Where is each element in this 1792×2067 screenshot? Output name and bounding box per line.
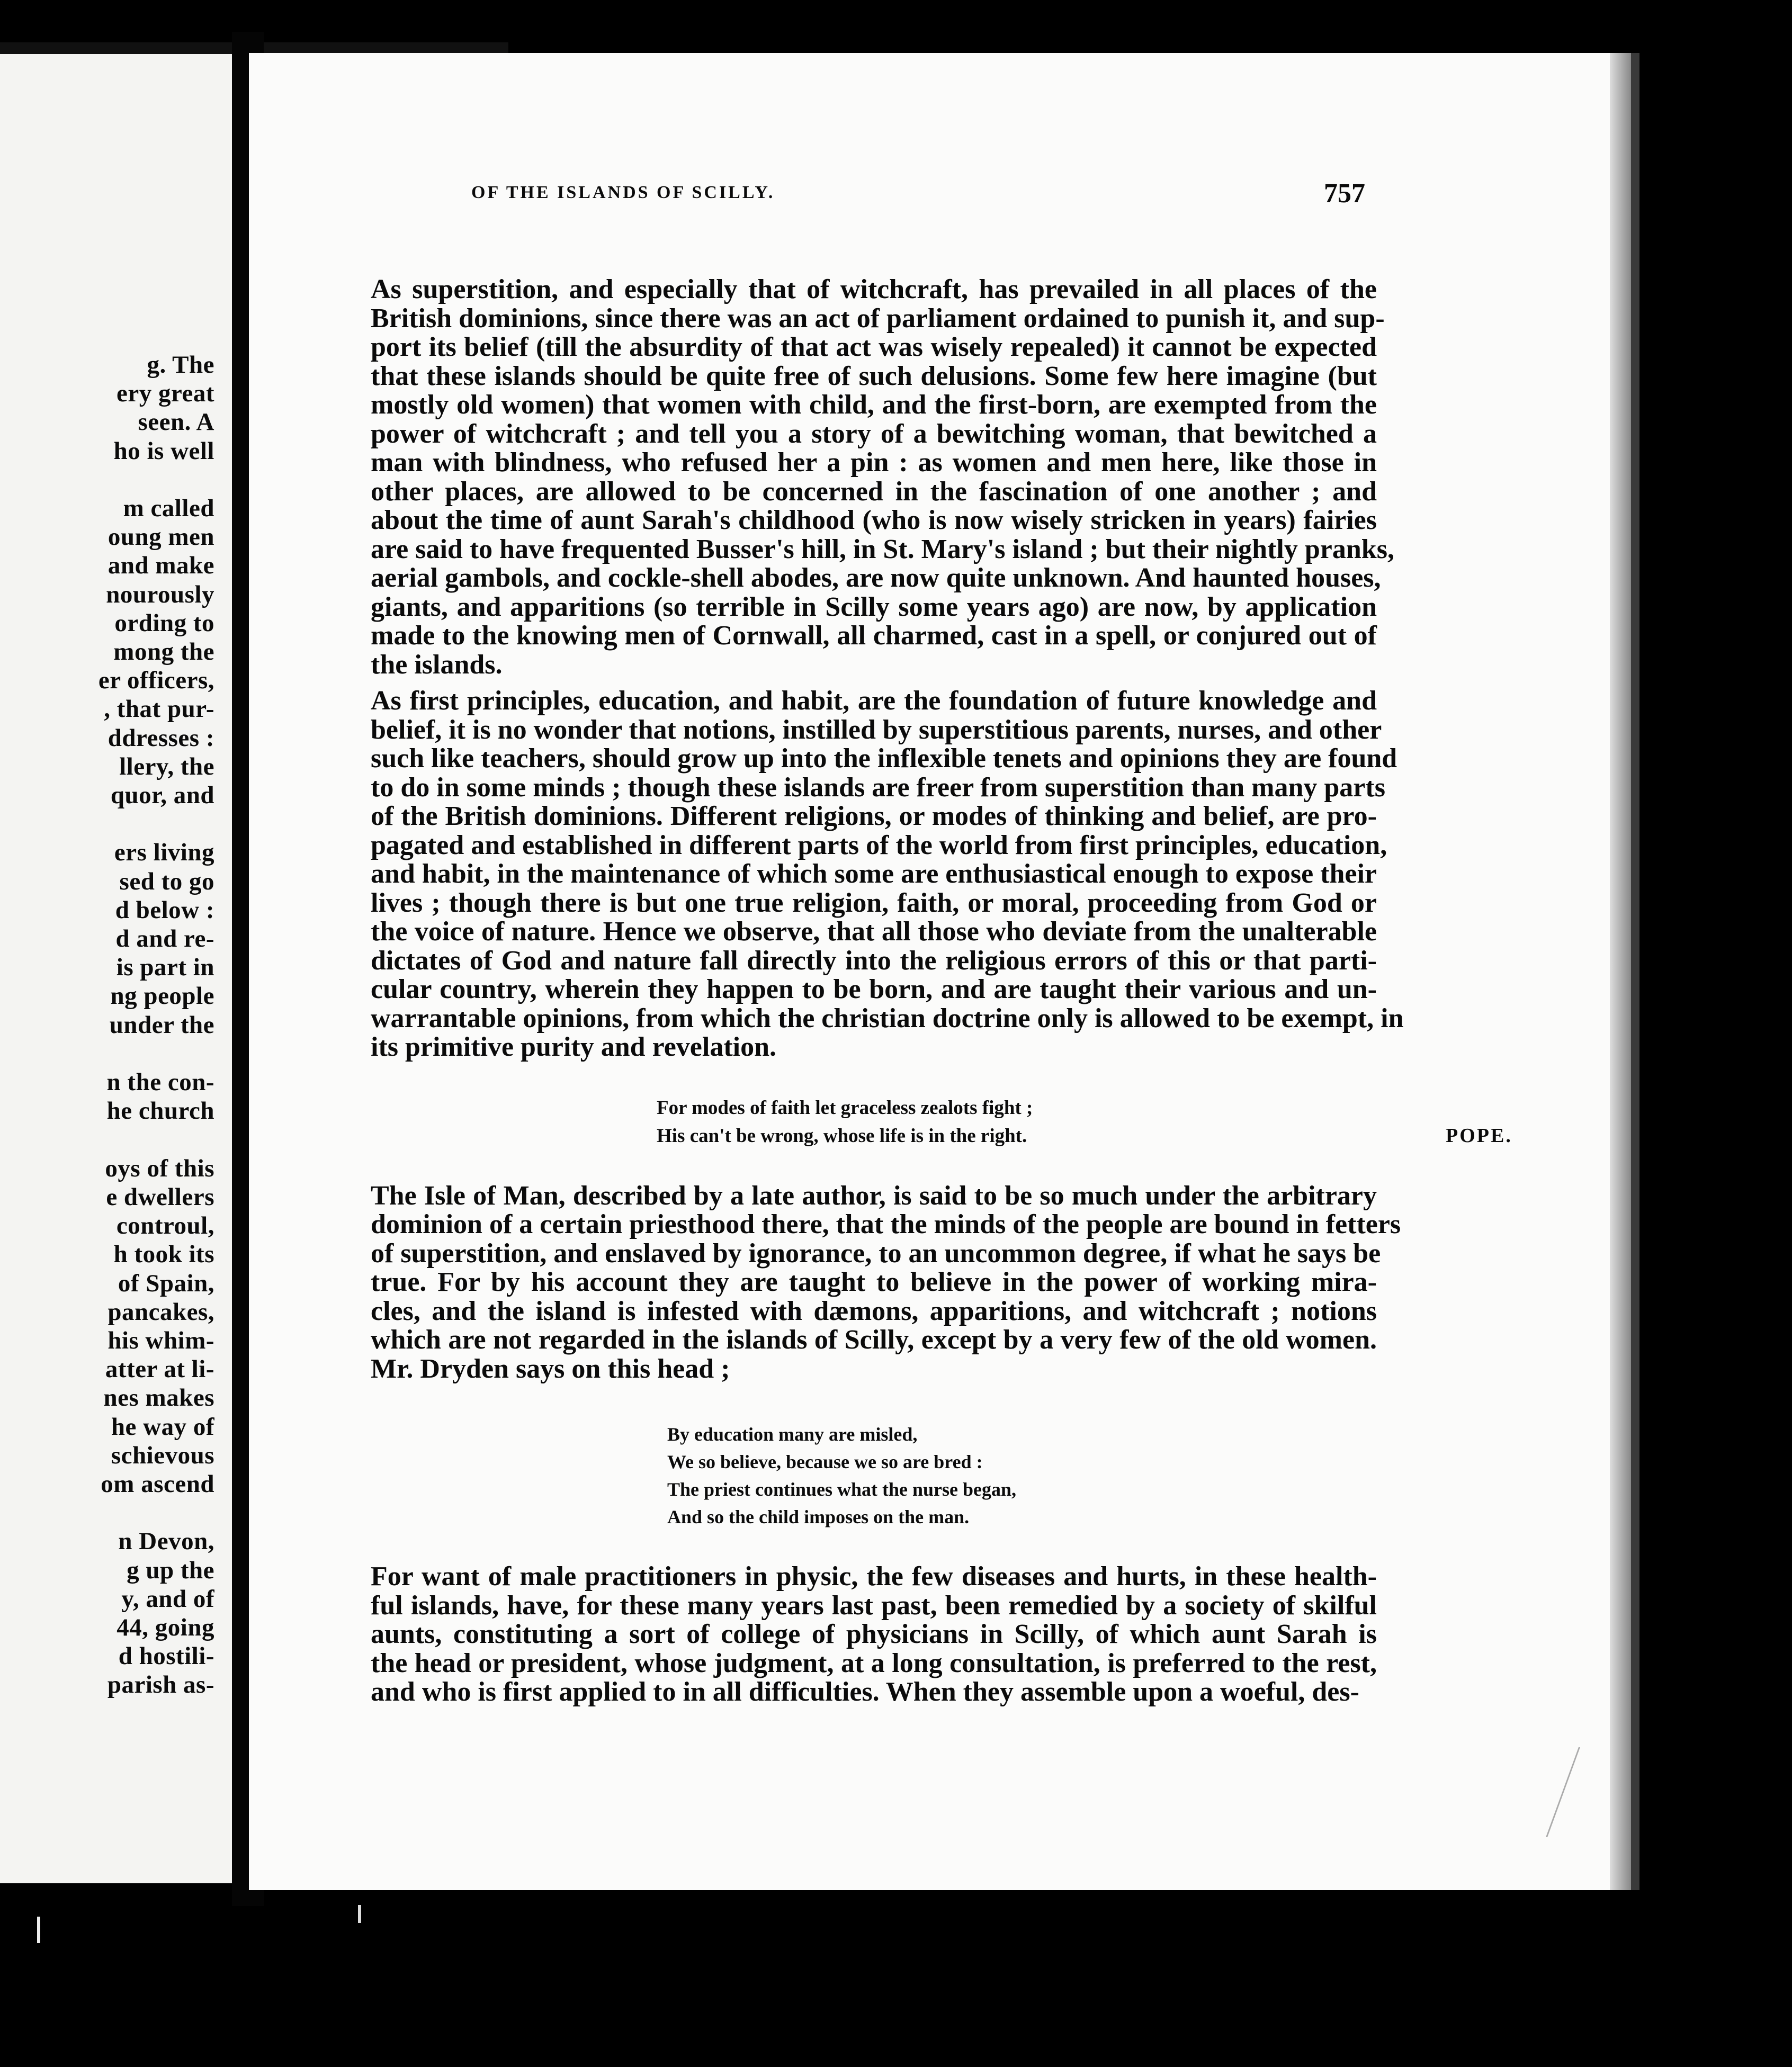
text-line: its primitive purity and revelation. xyxy=(371,1032,777,1062)
running-title: OF THE ISLANDS OF SCILLY. xyxy=(471,183,775,202)
left-page-line: schievous xyxy=(111,1441,214,1469)
text-line: As superstition, and especially that of witchcraft, has prevailed in all places of the xyxy=(371,274,1377,304)
left-page-line: om ascend xyxy=(101,1470,214,1498)
left-page-line: d below : xyxy=(115,896,214,924)
left-page-line: under the xyxy=(109,1011,214,1039)
text-line: such like teachers, should grow up into the inflexible tenets and opinions they are found xyxy=(371,743,1397,774)
left-page-line: ery great xyxy=(117,380,214,408)
left-page-line: , that pur- xyxy=(104,695,214,723)
pope-line-1: For modes of faith let graceless zealots fight ; xyxy=(657,1097,1033,1119)
left-page-line: d and re- xyxy=(115,925,214,953)
text-line: port its belief (till the absurdity of that act was wisely repealed) it cannot be expected xyxy=(371,332,1377,362)
left-page-line: llery, the xyxy=(119,752,214,780)
left-page-line: seen. A xyxy=(138,408,214,436)
left-page-line: nourously xyxy=(106,580,214,608)
text-line: the voice of nature. Hence we observe, that all those who deviate from the unalterable xyxy=(371,916,1377,947)
text-line: about the time of aunt Sarah's childhood (who is now wisely stricken in years) fairies xyxy=(371,505,1377,535)
text-line: which are not regarded in the islands of Scilly, except by a very few of the old women. xyxy=(371,1325,1377,1355)
text-line: other places, are allowed to be concerned in the fascination of one another ; and xyxy=(371,476,1377,507)
text-line: that these islands should be quite free of such delusions. Some few here imagine (but xyxy=(371,361,1377,391)
text-line: and who is first applied to in all difficulties. When they assemble upon a woeful, des- xyxy=(371,1677,1359,1707)
dryden-line-1: By education many are misled, xyxy=(667,1424,918,1445)
left-page-line: ddresses : xyxy=(107,724,214,752)
left-page-line: pancakes, xyxy=(107,1298,214,1326)
left-page-line: h took its xyxy=(113,1241,214,1269)
left-page-line xyxy=(0,465,214,494)
left-page-line: er officers, xyxy=(98,667,214,695)
pope-attribution: POPE. xyxy=(1446,1124,1512,1147)
left-page-line: d hostili- xyxy=(118,1642,214,1670)
text-line: true. For by his account they are taught to believe in the power of working mira- xyxy=(371,1267,1377,1297)
left-page-line: his whim- xyxy=(107,1326,214,1354)
dryden-line-3: The priest continues what the nurse began, xyxy=(667,1479,1017,1500)
text-line: power of witchcraft ; and tell you a story of a bewitching woman, that bewitched a xyxy=(371,418,1377,449)
left-page-line: mong the xyxy=(113,638,214,666)
left-page-line: quor, and xyxy=(110,781,214,810)
page-edge-shadow xyxy=(1610,53,1631,1890)
left-page-line: n the con- xyxy=(106,1068,214,1097)
left-page-line: oys of this xyxy=(105,1154,214,1182)
left-page-line: ers living xyxy=(114,839,214,867)
text-line: dictates of God and nature fall directly into the religious errors of this or that parti- xyxy=(371,945,1377,976)
text-line: the head or president, whose judgment, at a long consultation, is preferred to the rest, xyxy=(371,1648,1377,1678)
left-page-line xyxy=(0,1498,214,1527)
left-page-line: controul, xyxy=(116,1212,214,1240)
left-page-line: he church xyxy=(106,1097,214,1125)
text-line: aerial gambols, and cockle-shell abodes, are now quite unknown. And haunted houses, xyxy=(371,563,1381,593)
text-line: For want of male practitioners in physic, the few diseases and hurts, in these health- xyxy=(371,1561,1377,1592)
pope-line-2: His can't be wrong, whose life is in the right. xyxy=(657,1125,1027,1147)
text-line: dominion of a certain priesthood there, that the minds of the people are bound in fetters xyxy=(371,1209,1401,1239)
text-line: to do in some minds ; though these islands are freer from superstition than many parts xyxy=(371,772,1385,803)
left-page-line: is part in xyxy=(116,954,214,982)
text-line: man with blindness, who refused her a pin : as women and men here, like those in xyxy=(371,447,1377,478)
text-line: As first principles, education, and habit, are the foundation of future knowledge and xyxy=(371,686,1377,716)
left-page-line: y, and of xyxy=(121,1585,214,1613)
dryden-line-2: We so believe, because we so are bred : xyxy=(667,1451,983,1472)
left-page-line: he way of xyxy=(111,1413,214,1441)
left-page-line: 44, going xyxy=(117,1613,214,1641)
text-line: the islands. xyxy=(371,649,503,680)
text-line: cular country, wherein they happen to be born, and are taught their various and un- xyxy=(371,974,1377,1004)
text-line: Mr. Dryden says on this head ; xyxy=(371,1353,730,1384)
left-page-line: nes makes xyxy=(103,1384,214,1412)
paragraph-witchcraft xyxy=(371,274,1394,680)
left-page-line: g up the xyxy=(127,1556,214,1584)
text-line: and habit, in the maintenance of which some are enthusiastical enough to expose their xyxy=(371,859,1377,889)
text-line: The Isle of Man, described by a late author, is said to be so much under the arbitrary xyxy=(371,1180,1377,1211)
text-line: mostly old women) that women with child, and the first-born, are exempted from the xyxy=(371,390,1377,420)
left-page-line: m called xyxy=(123,495,214,523)
text-line: of the British dominions. Different religions, or modes of thinking and belief, are pro- xyxy=(371,801,1377,831)
left-page-line xyxy=(0,1125,214,1154)
left-page-line: ording to xyxy=(114,609,214,637)
text-line: of superstition, and enslaved by ignorance, to an uncommon degree, if what he says be xyxy=(371,1238,1381,1269)
text-line: cles, and the island is infested with dæmons, apparitions, and witchcraft ; notions xyxy=(371,1296,1377,1326)
text-line: warrantable opinions, from which the christian doctrine only is allowed to be exempt, in xyxy=(371,1003,1404,1034)
left-page-line: oung men xyxy=(107,523,214,551)
text-line: ful islands, have, for these many years last past, been remedied by a society of skilful xyxy=(371,1590,1377,1621)
left-page-line: g. The xyxy=(147,351,214,379)
left-page-line: and make xyxy=(107,552,214,580)
left-page-line: n Devon, xyxy=(118,1527,214,1556)
paragraph-isle-of-man xyxy=(371,1180,1401,1384)
left-page-line xyxy=(0,1039,214,1068)
left-page-line: ho is well xyxy=(113,437,214,465)
left-page-line: atter at li- xyxy=(105,1355,214,1383)
text-line: lives ; though there is but one true religion, faith, or moral, proceeding from God or xyxy=(371,887,1377,918)
page-body xyxy=(371,274,1512,1707)
text-line: British dominions, since there was an act of parliament ordained to punish it, and sup- xyxy=(371,303,1385,334)
left-page-text xyxy=(0,351,214,1700)
left-page xyxy=(0,54,235,1883)
page-number: 757 xyxy=(1324,178,1365,209)
text-line: are said to have frequented Busser's hill, in St. Mary's island ; but their nightly pranks, xyxy=(371,534,1394,564)
left-page-line: parish as- xyxy=(107,1671,214,1699)
dryden-quotation xyxy=(667,1421,1377,1531)
text-line: pagated and established in different parts of the world from first principles, education, xyxy=(371,830,1387,860)
text-line: giants, and apparitions (so terrible in Scilly some years ago) are now, by application xyxy=(371,591,1377,622)
paragraph-physicians xyxy=(371,1562,1377,1707)
left-page-line xyxy=(0,810,214,838)
text-line: made to the knowing men of Cornwall, all charmed, cast in a spell, or conjured out of xyxy=(371,621,1377,651)
dryden-line-4: And so the child imposes on the man. xyxy=(667,1506,970,1527)
left-page-line: sed to go xyxy=(119,867,214,895)
text-line: belief, it is no wonder that notions, instilled by superstitious parents, nurses, and other xyxy=(371,714,1382,745)
left-page-line: ng people xyxy=(110,982,214,1010)
left-page-line: of Spain, xyxy=(118,1269,214,1297)
left-page-line: e dwellers xyxy=(106,1183,214,1211)
scan-mark xyxy=(37,1917,40,1943)
text-line: aunts, constituting a sort of college of physicians in Scilly, of which aunt Sarah is xyxy=(371,1619,1377,1649)
paragraph-first-principles xyxy=(371,686,1404,1062)
pope-quotation xyxy=(657,1094,1512,1150)
scan-mark xyxy=(358,1905,361,1923)
